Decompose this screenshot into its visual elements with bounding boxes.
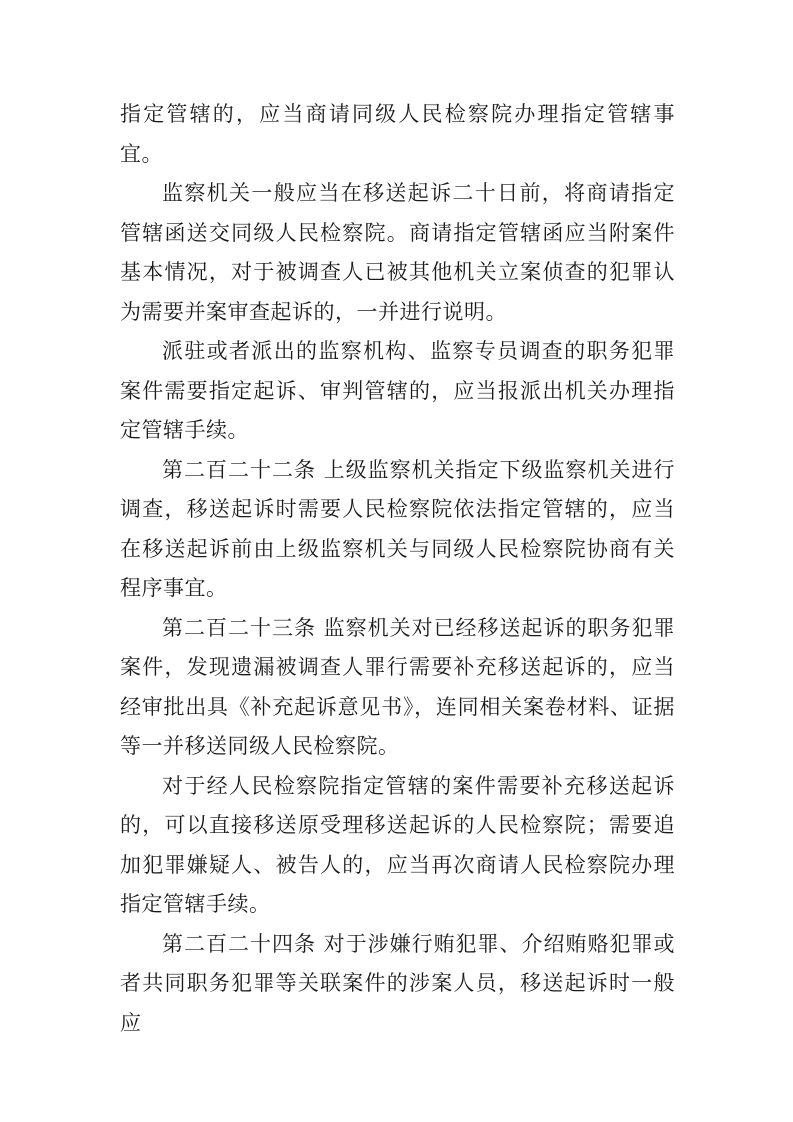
paragraph-1: 指定管辖的，应当商请同级人民检察院办理指定管辖事宜。 [120,102,675,166]
paragraph-6: 对于经人民检察院指定管辖的案件需要补充移送起诉的，可以直接移送原受理移送起诉的人民检察院；需要追加犯罪嫌疑人、被告人的，应当再次商请人民检察院办理指定管辖手续。 [120,773,675,916]
article-222-paragraph: 第二百二十二条 上级监察机关指定下级监察机关进行调查，移送起诉时需要人民检察院依法指定管辖的，应当在移送起诉前由上级监察机关与同级人民检察院协商有关程序事宜。 [120,457,675,600]
article-224-paragraph: 第二百二十四条 对于涉嫌行贿犯罪、介绍贿赂犯罪或者共同职务犯罪等关联案件的涉案人员，移送起诉时一般应 [120,931,675,1035]
paragraph-3: 派驻或者派出的监察机构、监察专员调查的职务犯罪案件需要指定起诉、审判管辖的，应当报派出机关办理指定管辖手续。 [120,339,675,442]
article-223-paragraph: 第二百二十三条 监察机关对已经移送起诉的职务犯罪案件，发现遗漏被调查人罪行需要补充移送起诉的，应当经审批出具《补充起诉意见书》，连同相关案卷材料、证据等一并移送同级人民检察院。 [120,615,675,758]
paragraph-2: 监察机关一般应当在移送起诉二十日前，将商请指定管辖函送交同级人民检察院。商请指定管辖函应当附案件基本情况，对于被调查人已被其他机关立案侦查的犯罪认为需要并案审查起诉的，一并进行说明。 [120,181,675,324]
document-page [120,95,675,1043]
